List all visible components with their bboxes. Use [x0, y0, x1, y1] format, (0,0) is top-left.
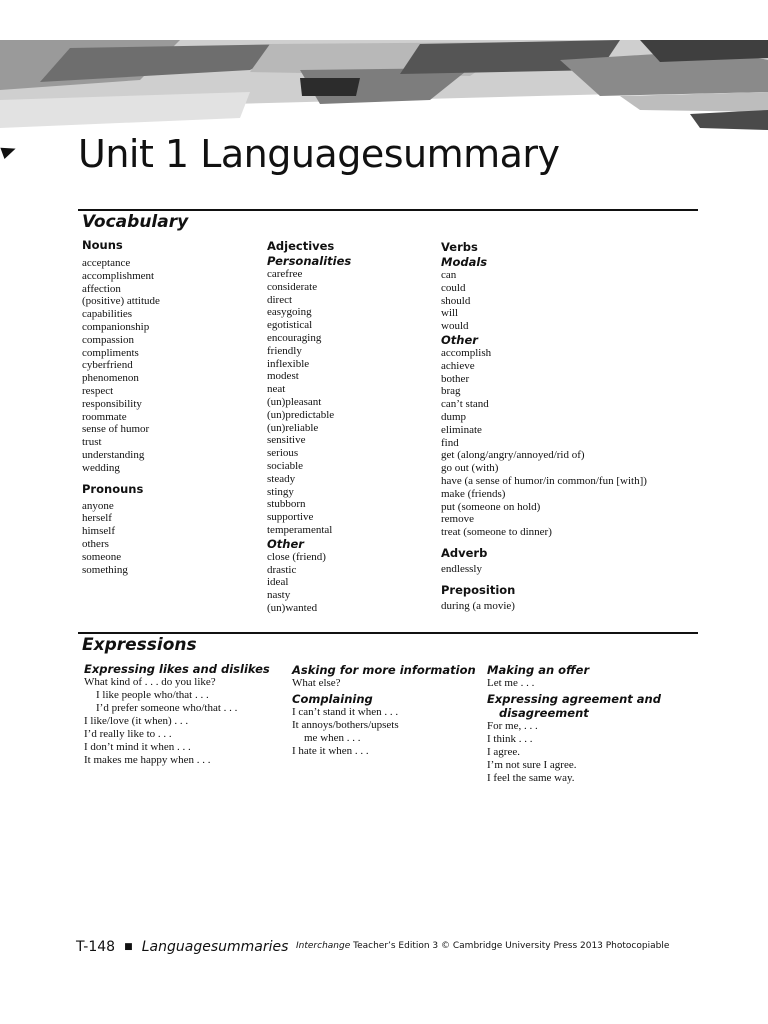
personality-adjective-item: direct [267, 293, 293, 306]
verbs-other-heading: Other [441, 332, 478, 347]
expression-line: Let me . . . [487, 677, 535, 689]
expression-line: I think . . . [487, 733, 533, 745]
personality-adjective-item: neat [267, 383, 286, 396]
page-number: T-148 [76, 939, 116, 955]
adverb-heading: Adverb [441, 545, 488, 560]
footer-copyright: Teacher’s Edition 3 © Cambridge University Press 2013 Photocopiable [350, 941, 670, 951]
personalities-heading: Personalities [267, 254, 352, 268]
noun-item: roommate [82, 410, 127, 423]
other-verb-item: accomplish [441, 346, 492, 359]
agreement-heading-continued: disagreement [499, 706, 589, 720]
information-complaining-column [292, 663, 476, 758]
offer-agreement-column [487, 663, 661, 785]
other-verb-item: bother [441, 372, 470, 385]
noun-item: acceptance [82, 257, 131, 269]
pronoun-item: someone [82, 550, 122, 563]
preposition-item: during (a movie) [441, 599, 515, 612]
adjectives-other-list [267, 551, 351, 615]
expression-line: I hate it when . . . [292, 745, 369, 757]
personality-adjective-item: temperamental [267, 523, 333, 536]
page-title: Unit 1 Languagesummary [78, 132, 560, 176]
personality-adjective-item: stubborn [267, 498, 306, 511]
pronoun-item: others [82, 537, 109, 550]
expression-line: It annoys/bothers/upsets [292, 719, 399, 731]
likes-dislikes-list [84, 676, 270, 767]
personality-adjective-item: inflexible [267, 357, 310, 370]
other-verb-item: go out (with) [441, 462, 499, 475]
nouns-column [82, 238, 160, 576]
personality-adjective-item: serious [267, 447, 299, 460]
making-offer-list [487, 677, 661, 690]
verbs-heading: Verbs [441, 240, 478, 254]
pronoun-item: herself [82, 512, 112, 525]
personality-adjective-item: easygoing [267, 306, 312, 319]
verbs-column [441, 240, 647, 613]
other-verb-item: have (a sense of humor/in common/fun [with]) [441, 474, 647, 487]
verbs-other-list [441, 347, 647, 539]
other-adjective-item: nasty [267, 589, 291, 602]
personality-adjective-item: egotistical [267, 319, 313, 332]
noun-item: respect [82, 384, 114, 397]
personality-adjective-item: sociable [267, 459, 304, 472]
footer-section-title: Languagesummaries [141, 939, 289, 955]
footer-section [76, 936, 288, 955]
pronoun-item: something [82, 563, 128, 576]
footer-book-title: Interchange [296, 941, 351, 951]
adverb-item: endlessly [441, 562, 482, 575]
complaining-heading: Complaining [292, 692, 373, 706]
noun-item: compassion [82, 333, 134, 346]
other-verb-item: eliminate [441, 423, 482, 436]
pronoun-item: anyone [82, 499, 114, 512]
other-verb-item: treat (someone to dinner) [441, 526, 552, 539]
expression-line: It makes me happy when . . . [84, 754, 211, 766]
pronouns-list [82, 500, 160, 577]
other-adjective-item: close (friend) [267, 550, 326, 563]
asking-information-heading: Asking for more information [292, 663, 476, 677]
other-verb-item: get (along/angry/annoyed/rid of) [441, 449, 585, 462]
noun-item: wedding [82, 461, 120, 474]
personality-adjective-item: considerate [267, 280, 318, 293]
other-adjective-item: drastic [267, 563, 297, 576]
expression-line: I like people who/that . . . [96, 689, 209, 701]
modal-verb-item: could [441, 281, 466, 294]
expression-line: me when . . . [304, 732, 361, 744]
noun-item: capabilities [82, 308, 133, 321]
other-adjective-item: ideal [267, 576, 289, 589]
noun-item: compliments [82, 346, 139, 359]
personality-adjective-item: supportive [267, 511, 314, 524]
expression-line: I agree. [487, 746, 520, 758]
personality-adjective-item: modest [267, 370, 299, 383]
expression-line: What else? [292, 677, 341, 689]
other-verb-item: put (someone on hold) [441, 500, 541, 513]
expression-line: I like/love (it when) . . . [84, 715, 189, 727]
other-verb-item: achieve [441, 359, 475, 372]
pronouns-heading: Pronouns [82, 481, 144, 496]
adjectives-column [267, 239, 351, 615]
preposition-list [441, 600, 647, 613]
noun-item: cyberfriend [82, 359, 133, 372]
personality-adjective-item: carefree [267, 268, 303, 280]
personality-adjective-item: encouraging [267, 331, 322, 344]
modal-verb-item: should [441, 294, 471, 307]
other-verb-item: remove [441, 513, 474, 526]
adverb-list [441, 563, 647, 576]
modals-list [441, 269, 647, 333]
preposition-heading: Preposition [441, 582, 516, 597]
adjectives-other-heading: Other [267, 536, 304, 551]
complaining-list [292, 706, 476, 758]
personality-adjective-item: friendly [267, 344, 302, 357]
personality-adjective-item: (un)predictable [267, 408, 335, 421]
noun-item: phenomenon [82, 372, 139, 385]
footer-bullet: ■ [124, 942, 133, 952]
vocabulary-heading: Vocabulary [82, 212, 189, 232]
noun-item: companionship [82, 320, 150, 333]
modal-verb-item: will [441, 307, 459, 320]
expression-line: What kind of . . . do you like? [84, 676, 216, 688]
likes-dislikes-heading: Expressing likes and dislikes [84, 662, 270, 676]
agreement-list [487, 720, 661, 785]
noun-item: affection [82, 282, 121, 295]
other-verb-item: make (friends) [441, 487, 506, 500]
corner-arrow-icon [0, 143, 17, 159]
expression-line: I don’t mind it when . . . [84, 741, 191, 753]
noun-item: responsibility [82, 397, 142, 410]
expression-line: I can’t stand it when . . . [292, 706, 399, 718]
personality-adjective-item: (un)reliable [267, 421, 319, 434]
other-verb-item: brag [441, 385, 461, 398]
other-adjective-item: (un)wanted [267, 601, 318, 614]
agreement-heading: Expressing agreement and [487, 692, 661, 706]
noun-item: understanding [82, 448, 145, 461]
expressions-heading: Expressions [82, 635, 197, 655]
other-verb-item: dump [441, 410, 467, 423]
nouns-heading: Nouns [82, 238, 123, 252]
noun-item: sense of humor [82, 423, 150, 436]
footer-credit [296, 941, 669, 951]
modals-heading: Modals [441, 255, 488, 269]
asking-information-list [292, 677, 476, 690]
noun-item: (positive) attitude [82, 295, 160, 308]
vocabulary-rule [78, 209, 698, 211]
expression-line: I’d prefer someone who/that . . . [96, 702, 238, 714]
expression-line: I’m not sure I agree. [487, 759, 577, 771]
personality-adjective-item: steady [267, 472, 296, 485]
expression-line: I’d really like to . . . [84, 728, 172, 740]
expression-line: For me, . . . [487, 720, 538, 732]
personality-adjective-item: (un)pleasant [267, 395, 322, 408]
expressions-rule [78, 632, 698, 634]
other-verb-item: find [441, 436, 459, 449]
personalities-list [267, 268, 351, 537]
modal-verb-item: can [441, 269, 457, 281]
personality-adjective-item: stingy [267, 485, 294, 498]
likes-dislikes-column [84, 662, 270, 767]
noun-item: accomplishment [82, 269, 155, 282]
making-offer-heading: Making an offer [487, 663, 590, 677]
adjectives-heading: Adjectives [267, 239, 335, 253]
modal-verb-item: would [441, 320, 469, 333]
header-banner-graphic [0, 0, 768, 135]
other-verb-item: can’t stand [441, 398, 489, 411]
pronoun-item: himself [82, 525, 115, 538]
expression-line: I feel the same way. [487, 772, 575, 784]
nouns-list [82, 257, 160, 475]
noun-item: trust [82, 436, 102, 449]
personality-adjective-item: sensitive [267, 434, 306, 447]
